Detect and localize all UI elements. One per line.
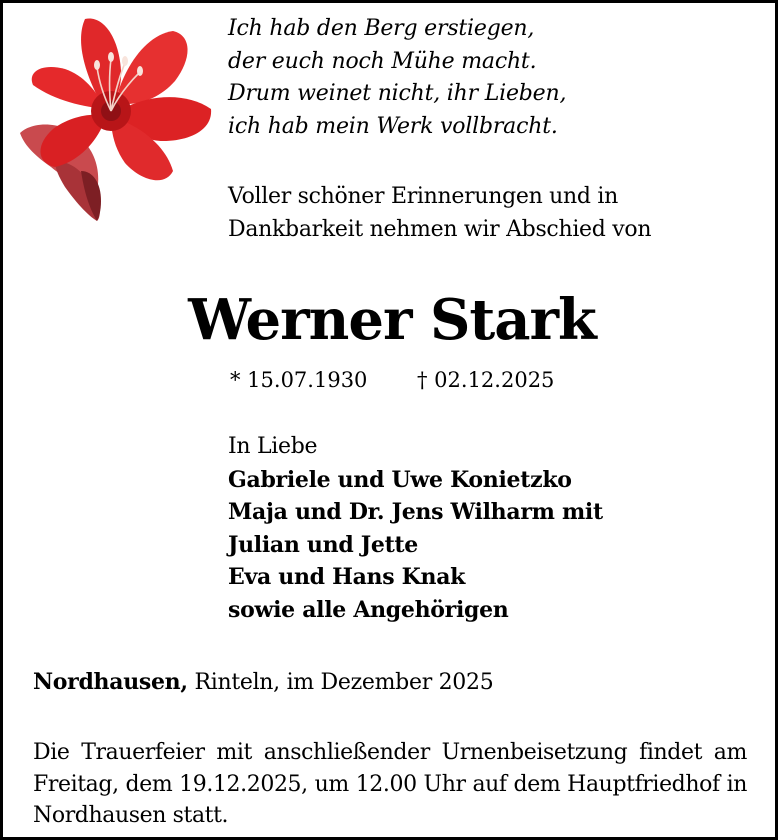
- place-and-date: [33, 666, 493, 699]
- poem-line: Drum weinet nicht, ihr Lieben,: [228, 81, 567, 106]
- poem-verse: [228, 13, 566, 143]
- intro-line: Dankbarkeit nehmen wir Abschied von: [228, 216, 652, 242]
- mourner-name: Julian und Jette: [228, 531, 418, 558]
- poem-line: ich hab mein Werk vollbracht.: [228, 113, 558, 139]
- mourner-name: sowie alle Angehörigen: [228, 596, 509, 623]
- place-rest: Rinteln, im Dezember 2025: [187, 670, 494, 695]
- poem-line: Ich hab den Berg erstiegen,: [228, 16, 535, 41]
- mourners-heading: In Liebe: [228, 434, 318, 459]
- deceased-name: Werner Stark: [188, 287, 596, 353]
- funeral-notice: Die Trauerfeier mit anschließender Urnenbeisetzung findet am Freitag, dem 19.12.2025, um 12.00 Uhr auf dem Hauptfriedhof in Nordhausen statt.: [33, 740, 747, 828]
- mourner-name: Eva und Hans Knak: [228, 564, 466, 590]
- birth-date: * 15.07.1930: [230, 368, 368, 392]
- death-date: † 02.12.2025: [417, 368, 555, 392]
- amaryllis-flower-icon: [15, 11, 215, 223]
- mourners-list: [228, 431, 603, 626]
- place-city: Nordhausen,: [33, 669, 188, 695]
- intro-line: Voller schöner Erinnerungen und in: [228, 184, 618, 209]
- mourner-name: Gabriele und Uwe Konietzko: [228, 466, 572, 493]
- mourner-name: Maja und Dr. Jens Wilharm mit: [228, 499, 603, 525]
- farewell-intro: [228, 181, 651, 246]
- poem-line: der euch noch Mühe macht.: [228, 48, 537, 74]
